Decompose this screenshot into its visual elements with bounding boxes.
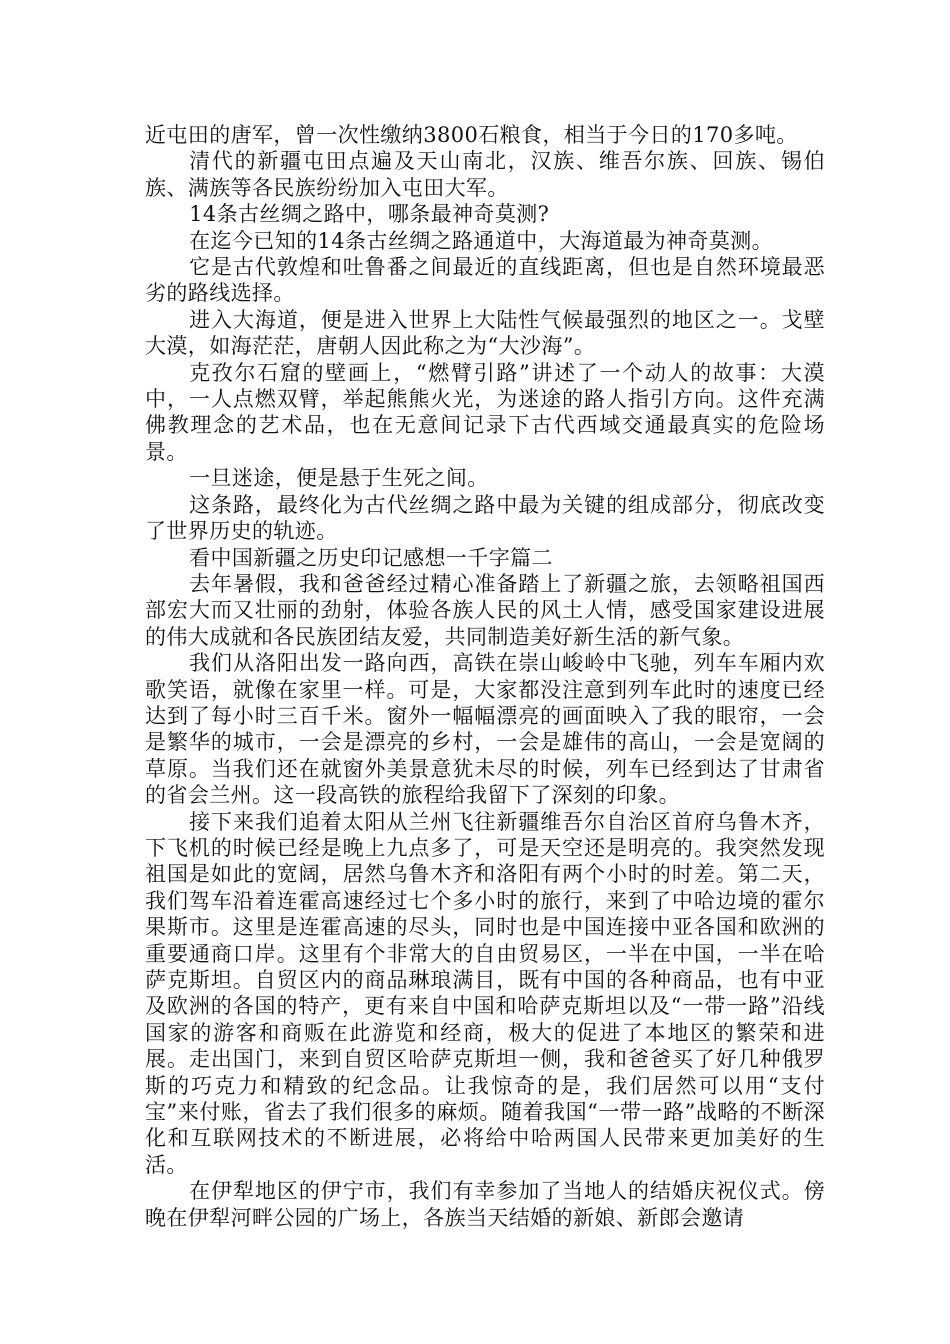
paragraph: 进入大海道，便是进入世界上大陆性气候最强烈的地区之一。戈壁大漠，如海茫茫，唐朝人因此称之为“大沙海”。: [145, 307, 825, 359]
paragraph: 克孜尔石窟的壁画上，“燃臂引路”讲述了一个动人的故事：大漠中，一人点燃双臂，举起熊熊火光，为迷途的路人指引方向。这件充满佛教理念的艺术品，也在无意间记录下古代西域交通最真实的危险场景。: [145, 360, 825, 464]
paragraph: 这条路，最终化为古代丝绸之路中最为关键的组成部分，彻底改变了世界历史的轨迹。: [145, 492, 825, 544]
paragraph: 在迄今已知的14条古丝绸之路通道中，大海道最为神奇莫测。: [189, 228, 774, 253]
paragraph: 去年暑假，我和爸爸经过精心准备踏上了新疆之旅，去领略祖国西部宏大而又壮丽的劲射，体验各族人民的风土人情，感受国家建设进展的伟大成就和各民族团结友爱，共同制造美好新生活的新气象。: [145, 571, 825, 649]
paragraph: 一旦迷途，便是悬于生死之间。: [189, 466, 489, 491]
section-heading: 看中国新疆之历史印记感想一千字篇二: [189, 545, 553, 570]
paragraph: 清代的新疆屯田点遍及天山南北，汉族、维吾尔族、回族、锡伯族、满族等各民族纷纷加入屯田大军。: [145, 149, 825, 200]
paragraph: 接下来我们追着太阳从兰州飞往新疆维吾尔自治区首府乌鲁木齐，下飞机的时候已经是晚上九点多了，可是天空还是明亮的。我突然发现祖国是如此的宽阔，居然乌鲁木齐和洛阳有两个小时的时差。第二天，我们驾车沿着连霍高速经过七个多小时的旅行，来到了中哈边境的霍尔果斯市。这里是连霍高速的尽头，同时也是中国连接中亚各国和欧洲的重要通商口岸。这里有个非常大的自由贸易区，一半在中国，一半在哈萨克斯坦。自贸区内的商品琳琅满目，既有中国的各种商品，也有中亚及欧洲的各国的特产，更有来自中国和哈萨克斯坦以及“一带一路”沿线国家的游客和商贩在此游览和经商，极大的促进了本地区的繁荣和进展。走出国门，来到自贸区哈萨克斯坦一侧，我和爸爸买了好几种俄罗斯的巧克力和精致的纪念品。让我惊奇的是，我们居然可以用“支付宝”来付账，省去了我们很多的麻烦。随着我国“一带一路”战略的不断深化和互联网技术的不断进展，必将给中哈两国人民带来更加美好的生活。: [145, 809, 825, 1177]
paragraph: 14条古丝绸之路中，哪条最神奇莫测?: [189, 202, 550, 227]
paragraph: 近屯田的唐军，曾一次性缴纳3800石粮食，相当于今日的170多吨。: [145, 123, 798, 147]
paragraph: 它是古代敦煌和吐鲁番之间最近的直线距离，但也是自然环境最恶劣的路线选择。: [145, 255, 825, 306]
document-body: [145, 122, 825, 1231]
paragraph: 在伊犁地区的伊宁市，我们有幸参加了当地人的结婚庆祝仪式。傍晚在伊犁河畔公园的广场上，各族当天结婚的新娘、新郎会邀请: [145, 1179, 825, 1230]
paragraph: 我们从洛阳出发一路向西，高铁在崇山峻岭中飞驰，列车车厢内欢歌笑语，就像在家里一样。可是，大家都没注意到列车此时的速度已经达到了每小时三百千米。窗外一幅幅漂亮的画面映入了我的眼帘，一会是繁华的城市，一会是漂亮的乡村，一会是雄伟的高山，一会是宽阔的草原。当我们还在就窗外美景意犹未尽的时候，列车已经到达了甘肃省的省会兰州。这一段高铁的旅程给我留下了深刻的印象。: [145, 651, 825, 808]
